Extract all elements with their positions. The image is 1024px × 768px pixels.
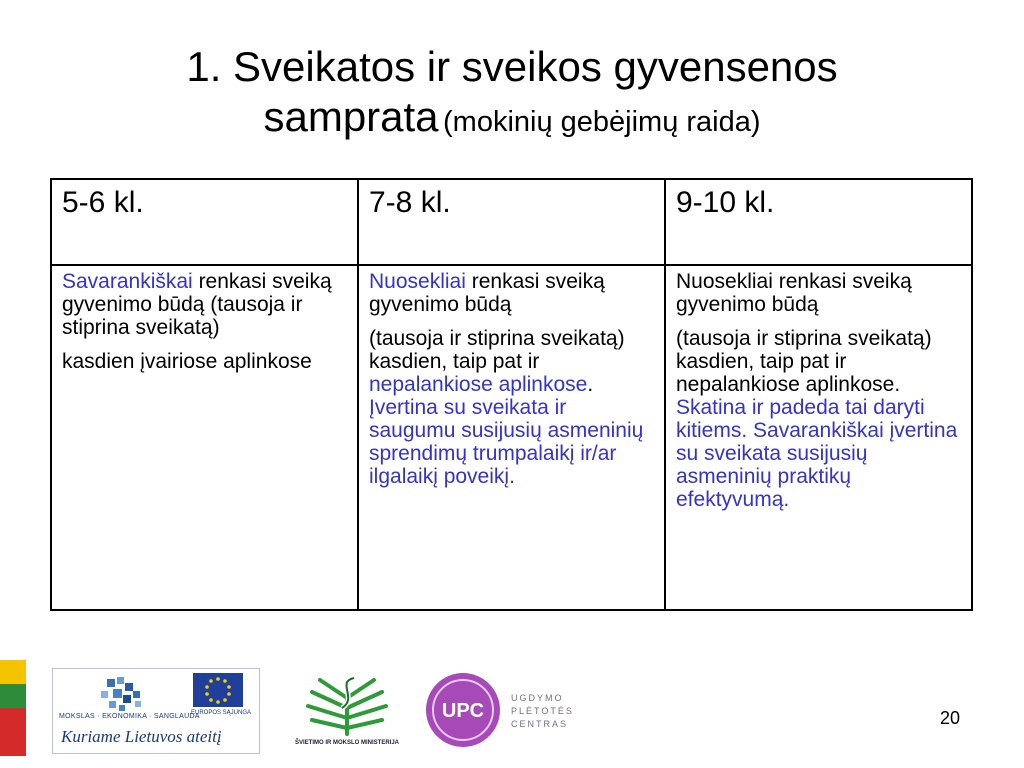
mosaic-logo-icon [89, 673, 169, 717]
cell-5-6-text-2: kasdien įvairiose aplinkose [62, 350, 312, 373]
cell-9-10 [665, 265, 972, 610]
bar-red-2 [0, 732, 26, 756]
ministry-emblem-icon [292, 668, 402, 738]
upc-logo [423, 670, 583, 750]
header-7-8: 7-8 kl. [358, 179, 665, 265]
bar-green [0, 684, 26, 708]
ministry-logo [292, 668, 402, 752]
cell-7-8-text-2a: (tausoja ir stiprina sveikatą) kasdien, taip pat ir [369, 327, 625, 373]
cell-5-6 [51, 265, 358, 610]
ministry-caption: ŠVIETIMO IR MOKSLO MINISTERIJA [294, 740, 399, 746]
upc-wordmark [511, 692, 574, 731]
table-header-row [51, 179, 972, 265]
cell-9-10-text-2: (tausoja ir stiprina sveikatą) kasdien, taip pat ir nepalankiose aplinkose. [676, 327, 932, 396]
cell-5-6-text: renkasi sveiką gyvenimo būdą (tausoja ir stiprina sveikatą) [62, 270, 332, 339]
upc-line-3: CENTRAS [511, 719, 569, 729]
esf-caption-small: MOKSLAS · EKONOMIKA · SANGLAUDA [59, 713, 200, 720]
esf-caption: Kuriame Lietuvos ateitį [61, 727, 222, 746]
title-subtitle: (mokinių gebėjimų raida) [443, 106, 761, 138]
skills-table [50, 178, 973, 611]
bar-yellow [0, 660, 26, 684]
svg-text:UPC: UPC [441, 700, 485, 722]
cell-7-8-highlight-2: nepalankiose aplinkose [369, 373, 588, 396]
upc-line-2: PLĖTOTĖS [511, 706, 574, 716]
cell-7-8-text-2b: . [587, 373, 594, 396]
upc-emblem-icon [423, 670, 503, 750]
cell-7-8-highlight-3: Įvertina su sveikata ir saugumu susijusių asmeninių sprendimų trumpalaikį ir/ar ilgalaikį poveikį. [369, 396, 644, 488]
esf-logo [52, 668, 260, 754]
cell-9-10-highlight: Skatina ir padeda tai daryti kitiems. Savarankiškai įvertina su sveikata susijusių asmeninių praktikų efektyvumą. [676, 396, 958, 511]
title-line-1: 1. Sveikatos ir sveikos gyvensenos [186, 43, 838, 90]
cell-7-8-text: renkasi sveiką gyvenimo būdą [369, 270, 605, 316]
color-bar [0, 660, 26, 756]
slide-title [0, 42, 1024, 152]
bar-red [0, 708, 26, 732]
cell-9-10-text: Nuosekliai renkasi sveiką gyvenimo būdą [676, 270, 912, 316]
cell-7-8 [358, 265, 665, 610]
cell-7-8-highlight: Nuosekliai [369, 270, 466, 293]
page-number: 20 [940, 708, 961, 728]
header-5-6: 5-6 kl. [51, 179, 358, 265]
table-body-row [51, 265, 972, 610]
eu-caption: EUROPOS SĄJUNGA [191, 710, 252, 716]
header-9-10: 9-10 kl. [665, 179, 972, 265]
upc-line-1: UGDYMO [511, 693, 564, 703]
title-line-2: samprata [263, 93, 439, 140]
cell-5-6-highlight: Savarankiškai [62, 270, 193, 293]
eu-flag-icon [193, 673, 243, 709]
